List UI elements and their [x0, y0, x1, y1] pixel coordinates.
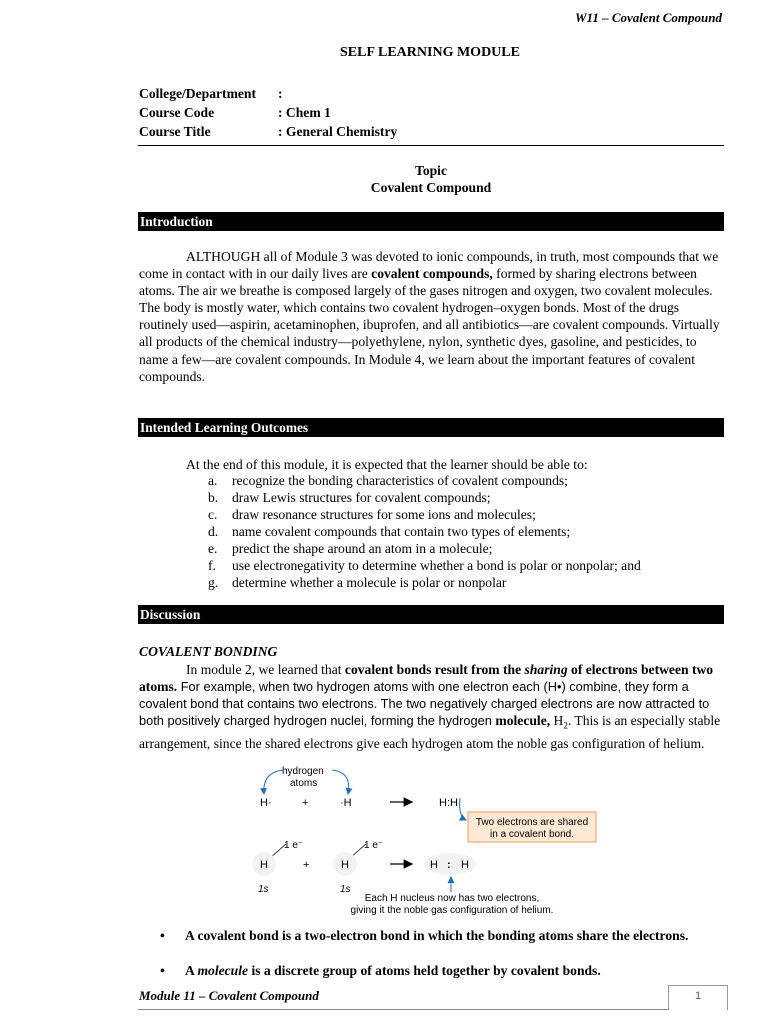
outcomes-lead: At the end of this module, it is expected that the learner should be able to:	[186, 457, 588, 472]
outcome-item	[208, 524, 728, 540]
outcome-letter: e.	[208, 541, 218, 556]
bullet-text	[185, 962, 725, 979]
disc-bold: covalent bonds result from the	[344, 662, 525, 677]
outcome-letter: c.	[208, 507, 218, 522]
electron-label-left: 1 e⁻	[284, 840, 304, 851]
shared-pair: :	[447, 859, 451, 871]
running-header: W11 – Covalent Compound	[575, 10, 722, 25]
meta-label: Course Title	[139, 124, 211, 139]
disc-bold-italic: sharing	[524, 662, 568, 677]
meta-value: : General Chemistry	[278, 124, 398, 139]
orbital-label-right: 1s	[340, 884, 351, 895]
outcome-item	[208, 490, 728, 506]
meta-label: College/Department	[139, 86, 257, 101]
disc-bold: of electrons between two atoms.	[139, 662, 714, 695]
intro-paragraph	[139, 248, 725, 385]
caption-line-1: Each H nucleus now has two electrons,	[364, 893, 540, 904]
electron-label-right: 1 e⁻	[364, 840, 384, 851]
outcome-text: use electronegativity to determine whether a bond is polar or nonpolar; and	[232, 558, 641, 573]
meta-value: :	[278, 86, 283, 101]
page-number: 1	[668, 985, 728, 1010]
bullet-text-a: A	[185, 963, 198, 978]
running-footer: Module 11 – Covalent Compound	[139, 988, 319, 1003]
section-bar-introduction: Introduction	[138, 212, 724, 231]
bullet-covalent-bond	[160, 927, 720, 961]
divider	[138, 145, 724, 146]
orbital-label-left: 1s	[258, 884, 269, 895]
outcome-text: predict the shape around an atom in a molecule;	[232, 541, 493, 556]
disc-text: H	[550, 713, 564, 729]
outcome-letter: f.	[208, 558, 216, 573]
discussion-paragraph	[139, 661, 725, 752]
plus-sign: +	[303, 859, 310, 871]
disc-text: . This is an especially stable arrangement, since the shared electrons give each hydrogen atom the noble gas configuration of helium.	[139, 713, 721, 752]
meta-value: : Chem 1	[278, 105, 331, 120]
bullet-icon: •	[160, 963, 165, 978]
outcome-letter: g.	[208, 575, 219, 590]
bullet-icon: •	[160, 928, 165, 943]
outcome-text: determine whether a molecule is polar or nonpolar	[232, 575, 507, 590]
pointer-arrow-left	[264, 770, 284, 794]
h-atom-orbital-left: H	[260, 859, 268, 871]
bullet-text-b: is a discrete group of atoms held together by covalent bonds.	[248, 963, 601, 978]
callout-line-1: Two electrons are shared	[475, 817, 589, 828]
disc-text: In module 2, we learned that	[186, 662, 345, 677]
h-atom-right: ·H	[340, 797, 352, 809]
outcome-item	[208, 558, 728, 574]
covalent-bonding-heading: COVALENT BONDING	[139, 644, 278, 659]
atoms-label-1: hydrogen	[282, 766, 324, 777]
disc-subscript: 2	[563, 721, 568, 731]
section-bar-outcomes: Intended Learning Outcomes	[138, 418, 724, 437]
outcome-item	[208, 473, 728, 489]
bullet-text-italic: molecule	[197, 963, 249, 978]
h-atom-left: H·	[260, 797, 272, 809]
outcome-text: draw resonance structures for some ions and molecules;	[232, 507, 536, 522]
page-title: SELF LEARNING MODULE	[340, 45, 520, 60]
pointer-arrow-right	[332, 770, 349, 794]
outcome-text: name covalent compounds that contain two types of elements;	[232, 524, 571, 539]
footer-divider	[138, 1009, 668, 1010]
bullet-text: A covalent bond is a two-electron bond in which the bonding atoms share the electrons.	[185, 928, 689, 943]
meta-course-title	[139, 124, 397, 140]
h2-atom-right: H	[461, 859, 469, 871]
intro-text-cont: formed by sharing electrons between atoms. The air we breathe is composed largely of the gases nitrogen and oxygen, two covalent molecules. The body is mostly water, which contains two covalent hydrogen–oxygen bonds. Most of the drugs routinely used—aspirin, acetaminophen, ibuprofen, and all antibiotics—are covalent compounds. Virtually all products of the chemical industry—polyethylene, nylon, synthetic dyes, gasoline, and pesticides, to name a few—are covalent compounds. In Module 4, we learn about the important features of covalent compounds.	[139, 266, 720, 384]
callout-arrow	[460, 798, 466, 820]
atoms-label-2: atoms	[290, 778, 318, 789]
outcome-item	[208, 507, 728, 523]
disc-text-sans: For example, when two hydrogen atoms with one electron each (H•) combine, they form a covalent bond that contains two electrons. The two negatively charged electrons are now attracted to both positively charged hydrogen nuclei, forming the hydrogen	[139, 679, 710, 729]
bullet-molecule	[160, 962, 720, 979]
outcome-letter: d.	[208, 524, 219, 539]
intro-bold: covalent compounds,	[371, 266, 493, 282]
meta-college	[139, 86, 283, 102]
hydrogen-bond-figure	[240, 764, 640, 919]
disc-bold: molecule,	[495, 713, 551, 729]
plus-sign: +	[302, 797, 309, 809]
outcome-letter: a.	[208, 473, 218, 488]
meta-course-code	[139, 105, 331, 121]
callout-line-2: in a covalent bond.	[490, 829, 574, 840]
topic-name: Covalent Compound	[370, 180, 492, 195]
outcome-letter: b.	[208, 490, 219, 505]
h2-atom-left: H	[430, 859, 438, 871]
outcome-item	[208, 541, 728, 557]
topic-label: Topic	[415, 163, 447, 178]
h-atom-orbital-right: H	[341, 859, 349, 871]
meta-label: Course Code	[139, 105, 215, 120]
outcome-text: recognize the bonding characteristics of covalent compounds;	[232, 473, 568, 488]
h2-product: H:H	[439, 797, 458, 809]
caption-line-2: giving it the noble gas configuration of helium.	[350, 905, 554, 916]
outcome-item	[208, 575, 728, 591]
intro-text: ALTHOUGH all of Module 3 was devoted to ionic compounds, in truth, most compounds that we come in contact with in our daily lives are	[139, 249, 719, 282]
outcome-text: draw Lewis structures for covalent compounds;	[232, 490, 491, 505]
section-bar-discussion: Discussion	[138, 605, 724, 624]
